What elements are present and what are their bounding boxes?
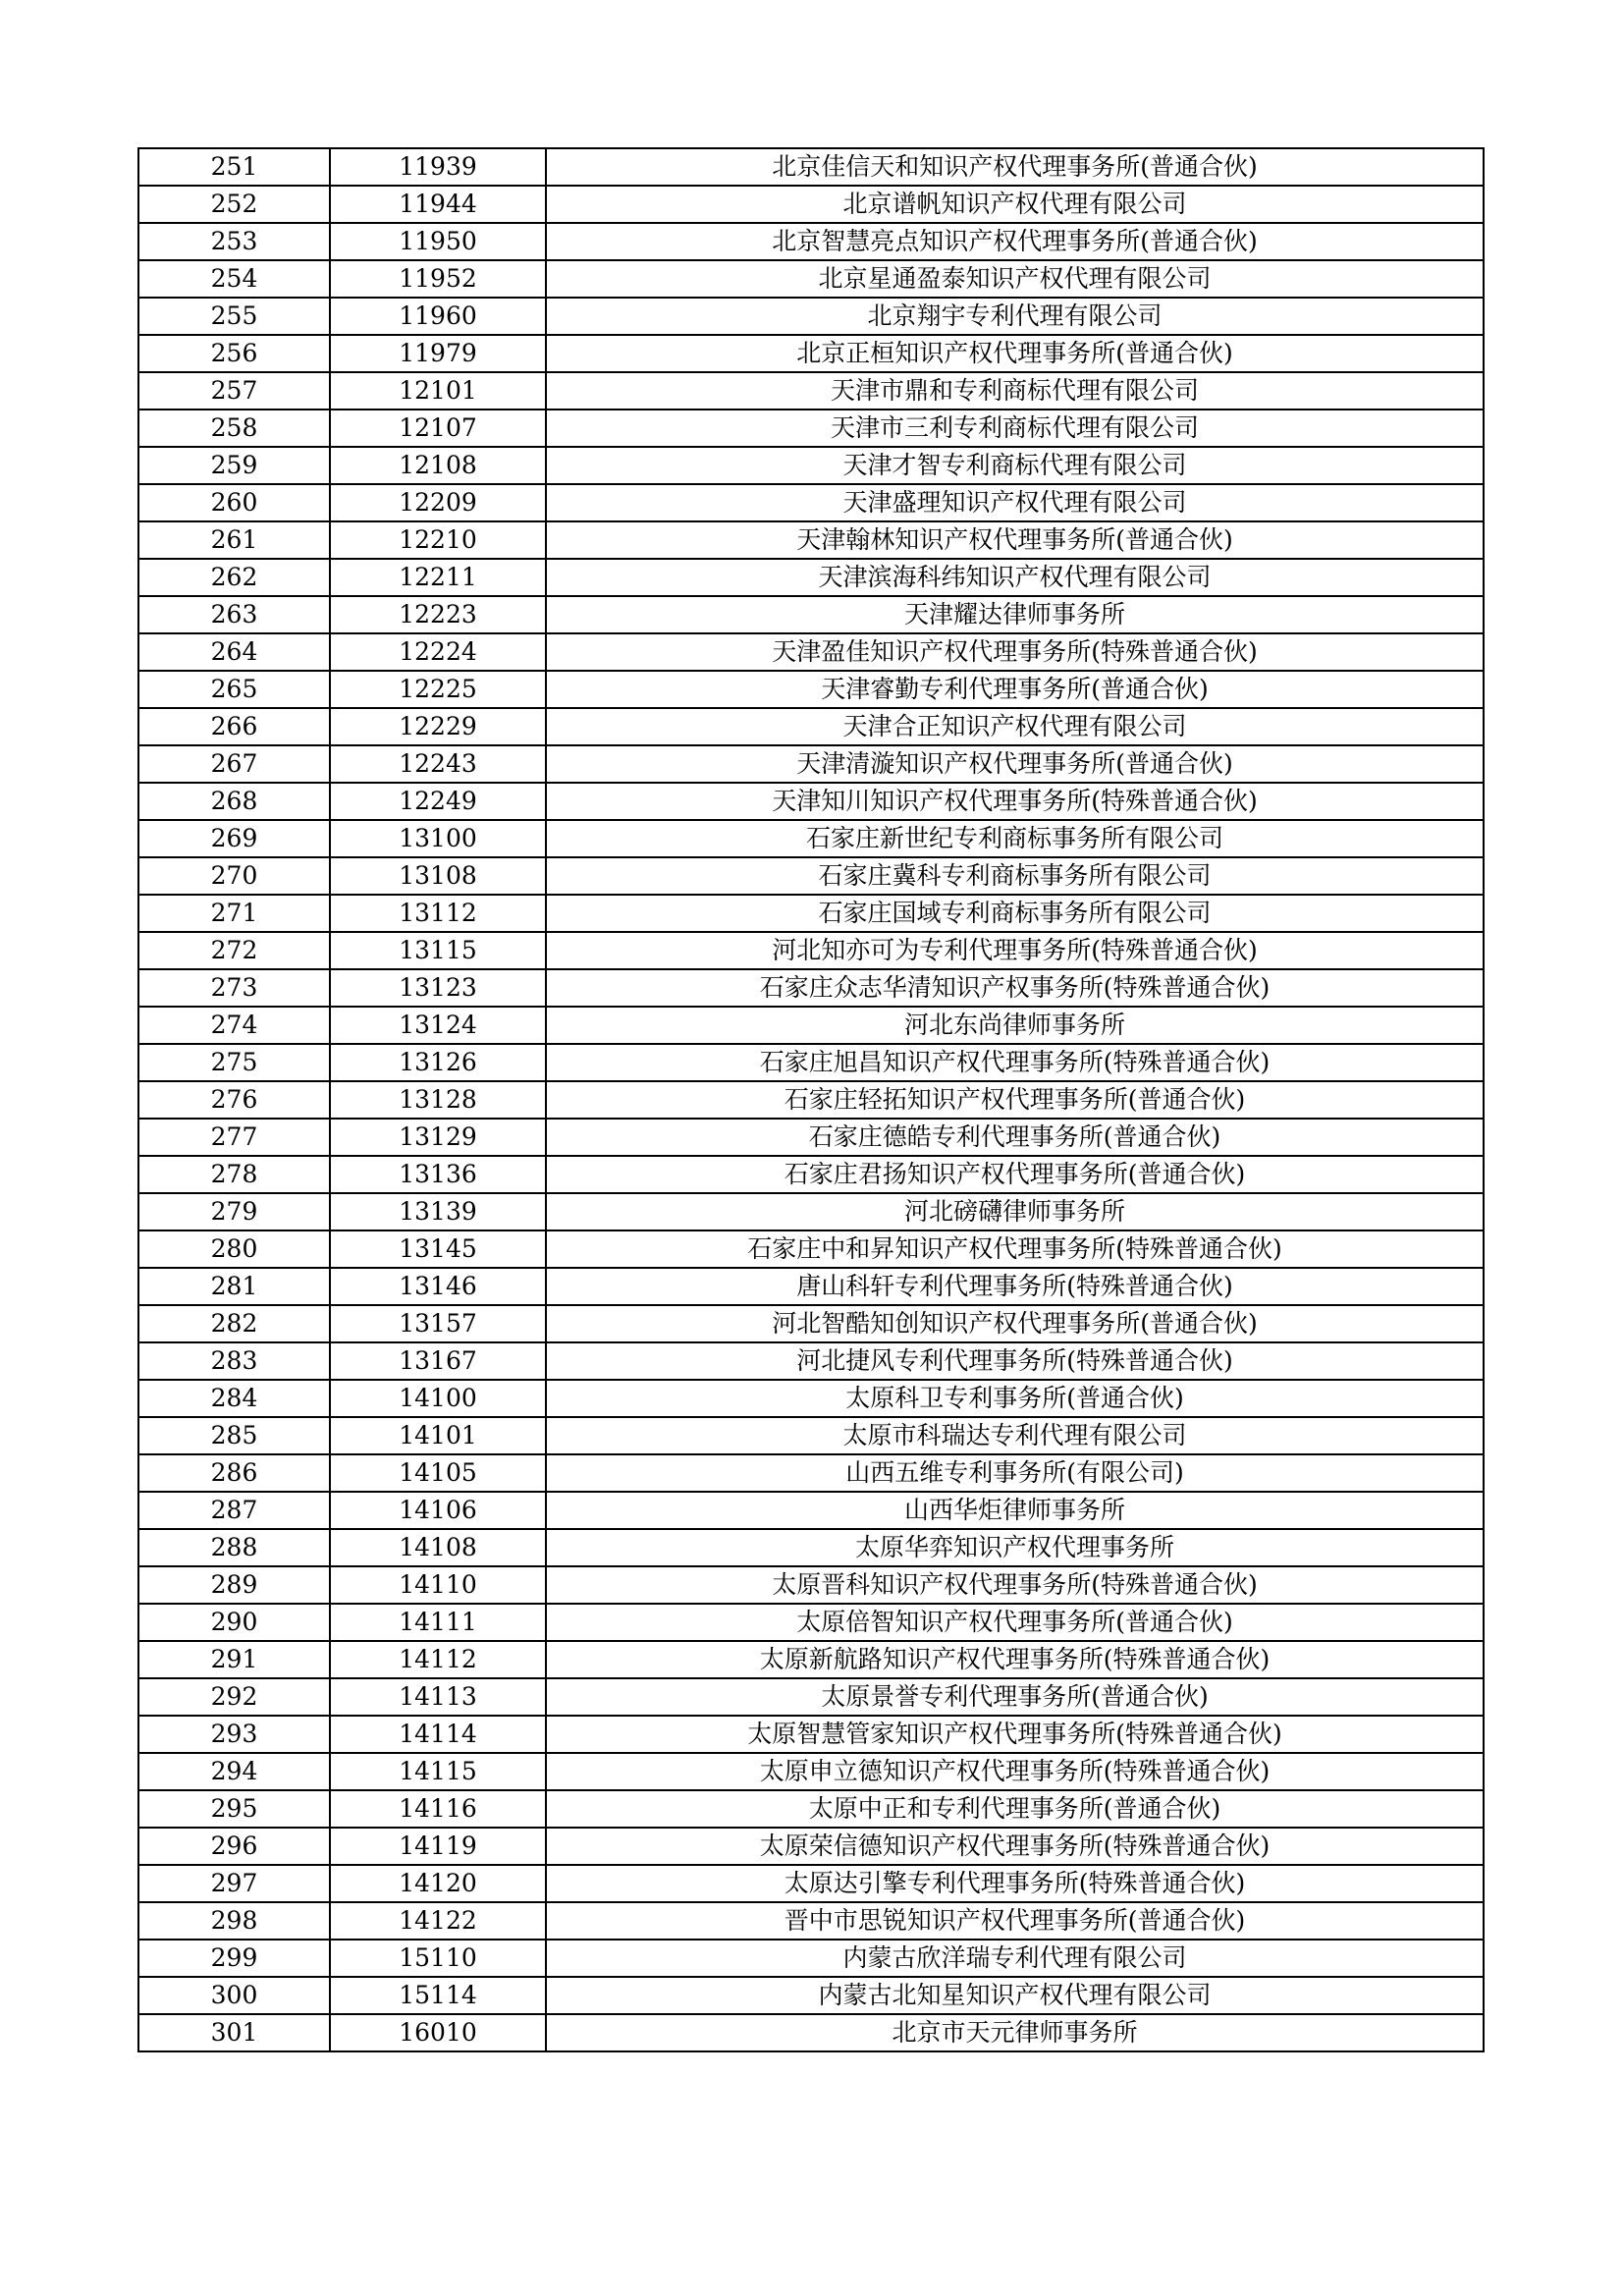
agency-code-cell: 12108 [330,447,546,484]
serial-number-cell: 297 [138,1865,330,1902]
agency-code-cell: 14115 [330,1753,546,1790]
agency-code-cell: 14100 [330,1380,546,1417]
table-row [138,1268,1484,1305]
table-row [138,148,1484,186]
serial-number-cell: 283 [138,1342,330,1380]
table-row [138,671,1484,708]
agency-code-cell: 11939 [330,148,546,186]
agency-code-cell: 12211 [330,559,546,596]
agency-name-cell: 天津清漩知识产权代理事务所(普通合伙) [546,745,1484,783]
agency-name-cell: 内蒙古欣洋瑞专利代理有限公司 [546,1940,1484,1977]
agency-name-cell: 太原市科瑞达专利代理有限公司 [546,1417,1484,1454]
serial-number-cell: 259 [138,447,330,484]
agency-code-cell: 12210 [330,521,546,559]
table-row [138,1454,1484,1492]
table-row [138,298,1484,335]
serial-number-cell: 254 [138,260,330,298]
agency-code-cell: 14112 [330,1641,546,1678]
agency-code-cell: 13100 [330,820,546,857]
table-row [138,1641,1484,1678]
serial-number-cell: 262 [138,559,330,596]
agency-name-cell: 晋中市思锐知识产权代理事务所(普通合伙) [546,1902,1484,1940]
serial-number-cell: 252 [138,186,330,223]
serial-number-cell: 296 [138,1828,330,1865]
serial-number-cell: 289 [138,1566,330,1604]
agency-name-cell: 石家庄德皓专利代理事务所(普通合伙) [546,1119,1484,1156]
table-row [138,1156,1484,1193]
table-row [138,559,1484,596]
agency-code-cell: 12107 [330,410,546,447]
agency-code-cell: 13167 [330,1342,546,1380]
table-row [138,1529,1484,1566]
serial-number-cell: 288 [138,1529,330,1566]
agency-code-cell: 14122 [330,1902,546,1940]
agency-code-cell: 14111 [330,1604,546,1641]
table-row [138,895,1484,932]
table-row [138,1604,1484,1641]
table-row [138,447,1484,484]
serial-number-cell: 253 [138,223,330,260]
table-row [138,1902,1484,1940]
agency-code-cell: 13146 [330,1268,546,1305]
agency-code-cell: 13128 [330,1081,546,1119]
table-row [138,1865,1484,1902]
agency-name-cell: 唐山科轩专利代理事务所(特殊普通合伙) [546,1268,1484,1305]
table-row [138,2014,1484,2051]
agency-name-cell: 石家庄国域专利商标事务所有限公司 [546,895,1484,932]
table-row [138,708,1484,745]
serial-number-cell: 269 [138,820,330,857]
agency-name-cell: 河北知亦可为专利代理事务所(特殊普通合伙) [546,932,1484,969]
agency-name-cell: 太原中正和专利代理事务所(普通合伙) [546,1790,1484,1828]
agency-name-cell: 太原倍智知识产权代理事务所(普通合伙) [546,1604,1484,1641]
agency-code-cell: 13129 [330,1119,546,1156]
agency-name-cell: 太原景誉专利代理事务所(普通合伙) [546,1678,1484,1716]
table-row [138,1940,1484,1977]
agency-code-cell: 14108 [330,1529,546,1566]
table-row [138,372,1484,410]
serial-number-cell: 278 [138,1156,330,1193]
serial-number-cell: 268 [138,783,330,820]
table-row [138,1007,1484,1044]
serial-number-cell: 286 [138,1454,330,1492]
agency-code-cell: 14106 [330,1492,546,1529]
serial-number-cell: 279 [138,1193,330,1230]
agency-name-cell: 石家庄新世纪专利商标事务所有限公司 [546,820,1484,857]
agency-code-cell: 13124 [330,1007,546,1044]
serial-number-cell: 260 [138,484,330,521]
agency-name-cell: 太原达引擎专利代理事务所(特殊普通合伙) [546,1865,1484,1902]
agency-name-cell: 天津知川知识产权代理事务所(特殊普通合伙) [546,783,1484,820]
agency-code-cell: 15110 [330,1940,546,1977]
serial-number-cell: 271 [138,895,330,932]
table-row [138,335,1484,372]
table-row [138,223,1484,260]
agency-name-cell: 北京谱帆知识产权代理有限公司 [546,186,1484,223]
serial-number-cell: 290 [138,1604,330,1641]
serial-number-cell: 257 [138,372,330,410]
agency-name-cell: 太原晋科知识产权代理事务所(特殊普通合伙) [546,1566,1484,1604]
table-row [138,484,1484,521]
serial-number-cell: 261 [138,521,330,559]
serial-number-cell: 265 [138,671,330,708]
table-row [138,1119,1484,1156]
serial-number-cell: 282 [138,1305,330,1342]
agency-code-cell: 14110 [330,1566,546,1604]
serial-number-cell: 291 [138,1641,330,1678]
agency-name-cell: 石家庄冀科专利商标事务所有限公司 [546,857,1484,895]
agency-code-cell: 12229 [330,708,546,745]
table-row [138,783,1484,820]
agency-code-cell: 15114 [330,1977,546,2014]
agency-code-cell: 14116 [330,1790,546,1828]
table-row [138,1230,1484,1268]
agency-name-cell: 内蒙古北知星知识产权代理有限公司 [546,1977,1484,2014]
table-row [138,1828,1484,1865]
agency-code-cell: 13157 [330,1305,546,1342]
agency-code-cell: 14114 [330,1716,546,1753]
agency-code-cell: 13108 [330,857,546,895]
serial-number-cell: 280 [138,1230,330,1268]
agency-name-cell: 北京佳信天和知识产权代理事务所(普通合伙) [546,148,1484,186]
agency-name-cell: 石家庄旭昌知识产权代理事务所(特殊普通合伙) [546,1044,1484,1081]
serial-number-cell: 298 [138,1902,330,1940]
table-row [138,410,1484,447]
serial-number-cell: 284 [138,1380,330,1417]
agency-name-cell: 天津才智专利商标代理有限公司 [546,447,1484,484]
serial-number-cell: 272 [138,932,330,969]
agency-name-cell: 天津翰林知识产权代理事务所(普通合伙) [546,521,1484,559]
agency-code-cell: 14120 [330,1865,546,1902]
agency-name-cell: 北京正桓知识产权代理事务所(普通合伙) [546,335,1484,372]
table-row [138,1977,1484,2014]
serial-number-cell: 266 [138,708,330,745]
agency-name-cell: 石家庄轻拓知识产权代理事务所(普通合伙) [546,1081,1484,1119]
serial-number-cell: 299 [138,1940,330,1977]
agency-name-cell: 天津盛理知识产权代理有限公司 [546,484,1484,521]
table-row [138,932,1484,969]
table-row [138,745,1484,783]
agency-name-cell: 天津睿勤专利代理事务所(普通合伙) [546,671,1484,708]
agency-name-cell: 太原申立德知识产权代理事务所(特殊普通合伙) [546,1753,1484,1790]
agency-name-cell: 太原新航路知识产权代理事务所(特殊普通合伙) [546,1641,1484,1678]
agency-code-cell: 13123 [330,969,546,1007]
agency-code-cell: 12225 [330,671,546,708]
serial-number-cell: 275 [138,1044,330,1081]
agency-name-cell: 石家庄众志华清知识产权事务所(特殊普通合伙) [546,969,1484,1007]
agency-name-cell: 河北磅礴律师事务所 [546,1193,1484,1230]
agency-code-cell: 13115 [330,932,546,969]
serial-number-cell: 255 [138,298,330,335]
table-row [138,1753,1484,1790]
agency-code-cell: 12209 [330,484,546,521]
agency-code-cell: 13139 [330,1193,546,1230]
agency-code-cell: 12249 [330,783,546,820]
agency-name-cell: 天津合正知识产权代理有限公司 [546,708,1484,745]
agency-code-cell: 12223 [330,596,546,633]
serial-number-cell: 274 [138,1007,330,1044]
agency-code-cell: 11950 [330,223,546,260]
serial-number-cell: 267 [138,745,330,783]
agency-code-cell: 11979 [330,335,546,372]
agency-name-cell: 天津市鼎和专利商标代理有限公司 [546,372,1484,410]
serial-number-cell: 292 [138,1678,330,1716]
agency-name-cell: 北京星通盈泰知识产权代理有限公司 [546,260,1484,298]
agency-code-cell: 13126 [330,1044,546,1081]
serial-number-cell: 251 [138,148,330,186]
agency-table [137,147,1485,2052]
serial-number-cell: 300 [138,1977,330,2014]
agency-name-cell: 石家庄君扬知识产权代理事务所(普通合伙) [546,1156,1484,1193]
serial-number-cell: 281 [138,1268,330,1305]
serial-number-cell: 276 [138,1081,330,1119]
table-row [138,1492,1484,1529]
table-row [138,633,1484,671]
table-row [138,186,1484,223]
serial-number-cell: 293 [138,1716,330,1753]
agency-code-cell: 13136 [330,1156,546,1193]
serial-number-cell: 258 [138,410,330,447]
agency-name-cell: 河北智酷知创知识产权代理事务所(普通合伙) [546,1305,1484,1342]
table-row [138,857,1484,895]
serial-number-cell: 277 [138,1119,330,1156]
serial-number-cell: 301 [138,2014,330,2051]
table-row [138,1716,1484,1753]
serial-number-cell: 295 [138,1790,330,1828]
agency-code-cell: 14119 [330,1828,546,1865]
table-row [138,1044,1484,1081]
agency-code-cell: 12224 [330,633,546,671]
agency-table-body [138,148,1484,2051]
agency-code-cell: 13145 [330,1230,546,1268]
table-row [138,596,1484,633]
serial-number-cell: 263 [138,596,330,633]
table-row [138,1342,1484,1380]
agency-name-cell: 天津市三利专利商标代理有限公司 [546,410,1484,447]
table-row [138,1305,1484,1342]
serial-number-cell: 270 [138,857,330,895]
agency-name-cell: 山西五维专利事务所(有限公司) [546,1454,1484,1492]
table-row [138,1790,1484,1828]
agency-code-cell: 12101 [330,372,546,410]
agency-name-cell: 天津滨海科纬知识产权代理有限公司 [546,559,1484,596]
agency-name-cell: 太原科卫专利事务所(普通合伙) [546,1380,1484,1417]
agency-name-cell: 山西华炬律师事务所 [546,1492,1484,1529]
table-row [138,820,1484,857]
table-row [138,969,1484,1007]
agency-name-cell: 河北捷风专利代理事务所(特殊普通合伙) [546,1342,1484,1380]
agency-name-cell: 太原荣信德知识产权代理事务所(特殊普通合伙) [546,1828,1484,1865]
agency-name-cell: 北京智慧亮点知识产权代理事务所(普通合伙) [546,223,1484,260]
table-row [138,1380,1484,1417]
serial-number-cell: 256 [138,335,330,372]
agency-code-cell: 12243 [330,745,546,783]
agency-name-cell: 北京翔宇专利代理有限公司 [546,298,1484,335]
serial-number-cell: 264 [138,633,330,671]
agency-code-cell: 14105 [330,1454,546,1492]
table-row [138,260,1484,298]
agency-code-cell: 16010 [330,2014,546,2051]
table-row [138,1678,1484,1716]
agency-code-cell: 14101 [330,1417,546,1454]
agency-name-cell: 太原智慧管家知识产权代理事务所(特殊普通合伙) [546,1716,1484,1753]
agency-name-cell: 石家庄中和昇知识产权代理事务所(特殊普通合伙) [546,1230,1484,1268]
agency-name-cell: 河北东尚律师事务所 [546,1007,1484,1044]
table-row [138,1417,1484,1454]
table-row [138,1566,1484,1604]
agency-name-cell: 天津耀达律师事务所 [546,596,1484,633]
table-row [138,1193,1484,1230]
serial-number-cell: 285 [138,1417,330,1454]
agency-code-cell: 11952 [330,260,546,298]
serial-number-cell: 294 [138,1753,330,1790]
serial-number-cell: 273 [138,969,330,1007]
agency-code-cell: 11944 [330,186,546,223]
agency-name-cell: 北京市天元律师事务所 [546,2014,1484,2051]
agency-code-cell: 11960 [330,298,546,335]
table-row [138,1081,1484,1119]
serial-number-cell: 287 [138,1492,330,1529]
agency-name-cell: 太原华弈知识产权代理事务所 [546,1529,1484,1566]
table-row [138,521,1484,559]
agency-code-cell: 14113 [330,1678,546,1716]
agency-name-cell: 天津盈佳知识产权代理事务所(特殊普通合伙) [546,633,1484,671]
agency-code-cell: 13112 [330,895,546,932]
